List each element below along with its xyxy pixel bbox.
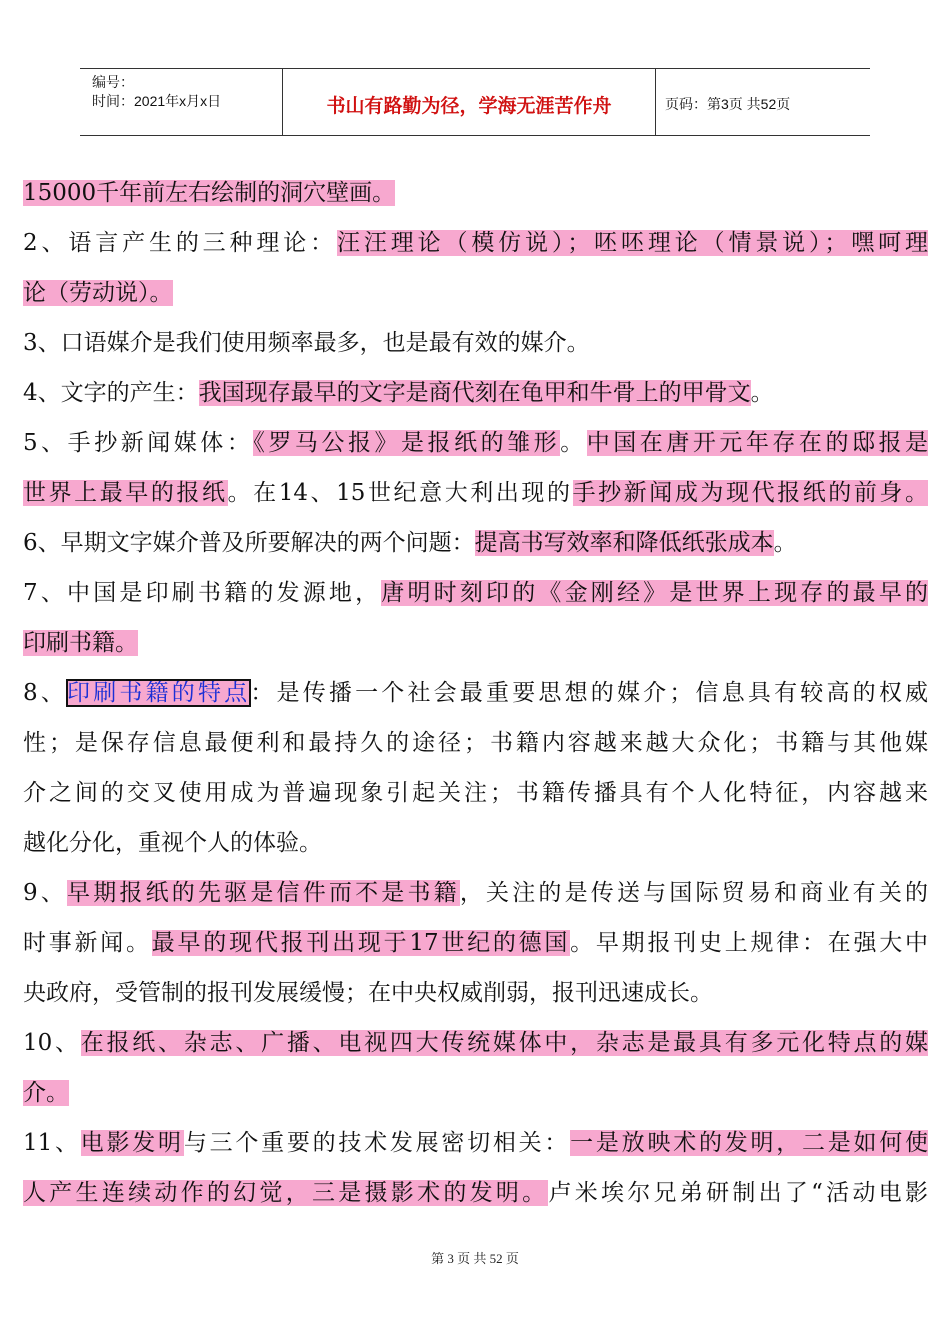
text-run: 3、口语媒介是我们使用频率最多，也是最有效的媒介。 [23, 330, 590, 356]
text-line [23, 968, 928, 1018]
text-run: 。 [560, 430, 587, 456]
highlighted-text: 手抄新闻成为现代报纸的前身。 [572, 480, 928, 506]
text-run: 央政府，受管制的报刊发展缓慢；在中央权威削弱，报刊迅速成长。 [23, 980, 713, 1006]
highlighted-text: 《罗马公报》是报纸的雏形 [253, 430, 561, 456]
header-time-label: 时间：2021年x月x日 [92, 93, 222, 109]
text-line [23, 218, 928, 268]
text-run: 越化分化，重视个人的体验。 [23, 830, 322, 856]
highlighted-text: 电影发明 [80, 1130, 184, 1156]
text-line [23, 568, 928, 618]
text-run: 。早期报刊史上规律：在强大中 [570, 930, 928, 956]
text-line [23, 1168, 928, 1218]
text-run: 与三个重要的技术发展密切相关： [183, 1130, 571, 1156]
text-run: 2、语言产生的三种理论： [23, 230, 337, 256]
header-divider [655, 69, 656, 135]
text-line [23, 818, 928, 868]
text-run: 10、 [23, 1030, 81, 1056]
text-run: 。 [773, 530, 797, 556]
boxed-heading: 印刷书籍的特点 [67, 680, 251, 706]
highlighted-text: 唐明时刻印的《金刚经》是世界上现存的最早的 [381, 580, 928, 606]
highlighted-text: 在报纸、杂志、广播、电视四大传统媒体中，杂志是最具有多元化特点的媒 [80, 1030, 928, 1056]
text-run: 6、早期文字媒介普及所要解决的两个问题： [23, 530, 475, 556]
header-motto: 书山有路勤为径，学海无涯苦作舟 [326, 95, 612, 117]
text-line [23, 668, 928, 718]
text-run: 7、中国是印刷书籍的发源地， [23, 580, 382, 606]
text-line [23, 918, 928, 968]
highlighted-text: 我国现存最早的文字是商代刻在龟甲和牛骨上的甲骨文 [198, 380, 751, 406]
text-line [23, 868, 928, 918]
highlighted-text: 15000千年前左右绘制的洞穴壁画。 [23, 180, 396, 206]
text-line [23, 718, 928, 768]
text-line [23, 268, 928, 318]
text-run: 卢米埃尔兄弟研制出了“活动电影 [548, 1180, 928, 1206]
text-run: ，关注的是传送与国际贸易和商业有关的 [459, 880, 928, 906]
text-line [23, 1018, 928, 1068]
text-run: 4、文字的产生： [23, 380, 199, 406]
highlighted-text: 介。 [23, 1080, 69, 1106]
text-run: 。在14、15世纪意大利出现的 [227, 480, 573, 506]
page-header [80, 68, 870, 136]
highlighted-text: 提高书写效率和降低纸张成本 [474, 530, 774, 556]
highlighted-text: 汪汪理论（模仿说）；呸呸理论（情景说）；嘿呵理 [337, 230, 928, 256]
text-line [23, 418, 928, 468]
text-run: 5、手抄新闻媒体： [23, 430, 254, 456]
text-run: 性；是保存信息最便利和最持久的途径；书籍内容越来越大众化；书籍与其他媒 [23, 730, 928, 756]
highlighted-text: 印刷书籍。 [23, 630, 138, 656]
highlighted-text: 一是放映术的发明，二是如何使 [570, 1130, 928, 1156]
document-body [23, 168, 928, 1218]
header-meta [92, 73, 221, 111]
text-line [23, 768, 928, 818]
text-line [23, 618, 928, 668]
text-run: 9、 [23, 880, 68, 906]
text-line [23, 168, 928, 218]
text-line [23, 518, 928, 568]
text-run: 介之间的交叉使用成为普遍现象引起关注；书籍传播具有个人化特征，内容越来 [23, 780, 928, 806]
text-run: 11、 [23, 1130, 81, 1156]
highlighted-text: 早期报纸的先驱是信件而不是书籍 [67, 880, 460, 906]
highlighted-text: 中国在唐开元年存在的邸报是 [586, 430, 928, 456]
header-page-info: 页码：第3页 共52页 [665, 96, 791, 112]
highlighted-text: 世界上最早的报纸 [23, 480, 228, 506]
highlighted-text: 论（劳动说）。 [23, 280, 173, 306]
text-line [23, 1068, 928, 1118]
text-run: 。 [750, 380, 774, 406]
header-number-label: 编号： [92, 74, 134, 90]
text-run: 时事新闻。 [23, 930, 152, 956]
text-line [23, 318, 928, 368]
highlighted-text: 人产生连续动作的幻觉，三是摄影术的发明。 [23, 1180, 549, 1206]
text-run: 8、 [23, 680, 68, 706]
page-footer: 第 3 页 共 52 页 [431, 1251, 519, 1266]
text-run: ：是传播一个社会最重要思想的媒介；信息具有较高的权威 [250, 680, 928, 706]
text-line [23, 1118, 928, 1168]
text-line [23, 368, 928, 418]
highlighted-text: 最早的现代报刊出现于17世纪的德国 [151, 930, 571, 956]
text-line [23, 468, 928, 518]
